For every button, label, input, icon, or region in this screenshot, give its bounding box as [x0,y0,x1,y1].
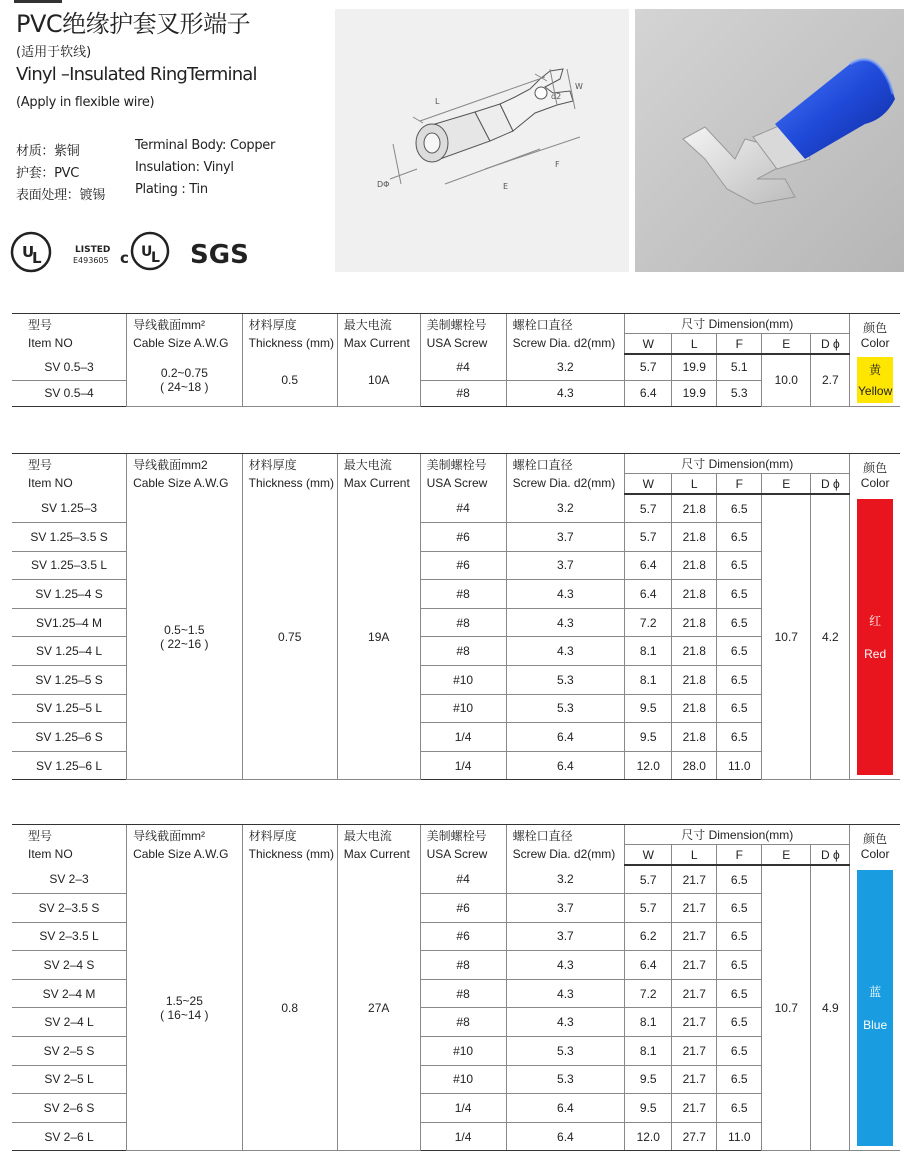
w-cell: 5.7 [625,523,672,552]
color-cell [850,494,900,780]
header-dia-cn: 螺栓口直径 [512,458,573,472]
color-cn: 黄 [869,363,882,378]
item-cell: SV 1.25–3.5 S [12,523,127,552]
header-screw-cn: 美制螺栓号 [426,829,487,843]
l-cell: 21.8 [672,580,717,609]
header-dia-en: Screw Dia. d2(mm) [512,336,616,350]
spec-table-yellow [12,313,900,407]
header-F: F [717,334,762,355]
color-cn: 蓝 [869,985,882,1000]
header-current-en: Max Current [343,847,410,861]
cable-awg: ( 22~16 ) [160,636,209,651]
l-cell: 21.7 [672,951,717,980]
header-item-cn: 型号 [28,458,53,472]
e-cell: 10.7 [762,494,811,780]
header-F: F [717,474,762,495]
svg-text:c: c [120,249,129,267]
cable-size: 0.5~1.5 [164,622,205,637]
header-color-cn: 颜色 [863,460,888,475]
l-cell: 21.7 [672,1094,717,1123]
dim-label-E: E [503,182,509,191]
dia-cell: 3.2 [506,494,625,523]
w-cell: 5.7 [625,865,672,894]
dia-cell: 3.7 [506,894,625,923]
dia-cell: 4.3 [506,380,625,406]
l-cell: 21.8 [672,637,717,666]
svg-text:E493605: E493605 [73,256,109,265]
item-cell: SV 2–5 S [12,1037,127,1066]
header-L: L [672,845,717,866]
header-dimension: 尺寸 Dimension(mm) [625,314,850,334]
f-cell: 11.0 [717,751,762,780]
screw-cell: #8 [420,1008,506,1037]
f-cell: 6.5 [717,580,762,609]
item-cell: SV 2–6 L [12,1122,127,1151]
f-cell: 6.5 [717,694,762,723]
screw-cell: #8 [420,979,506,1008]
screw-cell: #10 [420,694,506,723]
f-cell: 6.5 [717,979,762,1008]
thickness-cell: 0.8 [242,865,337,1151]
spec-body-cn: 材质：紫铜 [16,144,80,159]
color-cn: 红 [869,614,882,629]
dia-cell: 5.3 [506,1037,625,1066]
header-cable-cn: 导线截面mm² [133,318,206,332]
color-cell [850,354,900,406]
w-cell: 5.7 [625,894,672,923]
f-cell: 6.5 [717,723,762,752]
header-screw-cn: 美制螺栓号 [426,318,487,332]
dia-cell: 5.3 [506,666,625,695]
dia-cell: 5.3 [506,694,625,723]
item-cell: SV 1.25–4 L [12,637,127,666]
l-cell: 21.7 [672,894,717,923]
l-cell: 21.7 [672,1037,717,1066]
table-row-item: SV 0.5–4 [12,380,127,406]
item-cell: SV 2–4 M [12,979,127,1008]
dia-cell: 6.4 [506,1094,625,1123]
f-cell: 6.5 [717,551,762,580]
screw-cell: #8 [420,951,506,980]
dia-cell: 6.4 [506,723,625,752]
f-cell: 6.5 [717,894,762,923]
f-cell: 6.5 [717,865,762,894]
l-cell: 21.8 [672,494,717,523]
terminal-diagram [335,9,629,272]
dia-cell: 4.3 [506,637,625,666]
header-F: F [717,845,762,866]
w-cell: 8.1 [625,1008,672,1037]
terminal-photo [635,9,904,272]
w-cell: 7.2 [625,979,672,1008]
w-cell: 9.5 [625,1094,672,1123]
header-color-en: Color [860,475,890,490]
spec-insulation-en: Insulation: Vinyl [135,160,234,175]
dim-label-d2: d2 [551,92,562,101]
w-cell: 7.2 [625,608,672,637]
dia-cell: 6.4 [506,751,625,780]
screw-cell: #4 [420,354,506,380]
f-cell: 6.5 [717,1037,762,1066]
screw-cell: #6 [420,523,506,552]
header-dia-cn: 螺栓口直径 [512,318,573,332]
spec-body-en: Terminal Body: Copper [135,138,276,153]
item-cell: SV 2–3.5 S [12,894,127,923]
svg-text:U: U [141,244,153,260]
screw-cell: #8 [420,608,506,637]
d-cell: 2.7 [811,354,850,406]
cable-awg: ( 24~18 ) [160,379,209,394]
screw-cell: #8 [420,580,506,609]
header-E: E [762,845,811,866]
page-title: PVC绝缘护套叉形端子 [16,10,251,38]
w-cell: 5.7 [625,494,672,523]
current-cell: 19A [337,494,420,780]
item-cell: SV 1.25–3.5 L [12,551,127,580]
header-color-cn: 颜色 [863,831,888,846]
dim-label-D: DΦ [377,180,390,189]
header-W: W [625,845,672,866]
item-cell: SV 2–6 S [12,1094,127,1123]
w-cell: 8.1 [625,1037,672,1066]
screw-cell: #8 [420,637,506,666]
header-L: L [672,334,717,355]
cable-size-cell [127,865,243,1151]
dim-label-F: F [555,160,560,169]
l-cell: 21.8 [672,723,717,752]
l-cell: 19.9 [672,380,717,406]
w-cell: 8.1 [625,637,672,666]
item-cell: SV 2–3.5 L [12,922,127,951]
w-cell: 9.5 [625,723,672,752]
current-cell: 27A [337,865,420,1151]
item-cell: SV 1.25–3 [12,494,127,523]
f-cell: 5.3 [717,380,762,406]
header-current-en: Max Current [343,336,410,350]
header-L: L [672,474,717,495]
f-cell: 6.5 [717,666,762,695]
header-item-en: Item NO [28,847,73,861]
dia-cell: 3.2 [506,354,625,380]
f-cell: 6.5 [717,922,762,951]
table-row-item: SV 0.5–3 [12,354,127,380]
header-thickness-cn: 材料厚度 [248,829,297,843]
svg-text:U: U [22,243,35,261]
spec-plating-cn: 表面处理：镀锡 [16,188,105,203]
header-color-en: Color [860,335,890,350]
e-cell: 10.0 [762,354,811,406]
l-cell: 21.7 [672,865,717,894]
w-cell: 6.4 [625,580,672,609]
header-thickness-en: Thickness (mm) [248,847,334,861]
l-cell: 21.7 [672,1008,717,1037]
screw-cell: #10 [420,1037,506,1066]
header-cable-en: Cable Size A.W.G [133,847,229,861]
header-thickness-cn: 材料厚度 [248,318,297,332]
header-item-en: Item NO [28,336,73,350]
l-cell: 21.7 [672,1065,717,1094]
f-cell: 6.5 [717,608,762,637]
page-title-en: Vinyl –Insulated RingTerminal [16,64,257,85]
item-cell: SV 2–3 [12,865,127,894]
cable-awg: ( 16~14 ) [160,1007,209,1022]
dia-cell: 3.7 [506,922,625,951]
header-dimension: 尺寸 Dimension(mm) [625,454,850,474]
item-cell: SV 2–5 L [12,1065,127,1094]
thickness-cell: 0.5 [242,354,337,406]
cable-size: 1.5~25 [165,993,203,1008]
top-rule [14,0,62,3]
l-cell: 28.0 [672,751,717,780]
w-cell: 6.4 [625,551,672,580]
header-cable-cn: 导线截面mm² [133,829,206,843]
header-W: W [625,474,672,495]
spec-plating-en: Plating : Tin [135,182,208,197]
header-screw-en: USA Screw [426,336,488,350]
dia-cell: 3.7 [506,551,625,580]
screw-cell: 1/4 [420,1122,506,1151]
table-row [12,865,900,894]
l-cell: 21.8 [672,523,717,552]
dia-cell: 6.4 [506,1122,625,1151]
dia-cell: 4.3 [506,979,625,1008]
color-en: Red [864,647,887,662]
page-subtitle-cn: (适用于软线) [16,45,92,60]
header-E: E [762,334,811,355]
item-cell: SV 1.25–6 S [12,723,127,752]
f-cell: 6.5 [717,951,762,980]
item-cell: SV 1.25–5 S [12,666,127,695]
svg-text:L: L [32,249,42,267]
dim-label-W: W [575,82,583,91]
d-cell: 4.2 [811,494,850,780]
header-item-en: Item NO [28,476,73,490]
screw-cell: 1/4 [420,1094,506,1123]
dia-cell: 5.3 [506,1065,625,1094]
header-screw-cn: 美制螺栓号 [426,458,487,472]
cable-size: 0.2~0.75 [160,365,208,380]
thickness-cell: 0.75 [242,494,337,780]
dim-label-L: L [435,97,440,106]
color-swatch-blue [857,870,893,1146]
spec-table-blue [12,824,900,1151]
f-cell: 11.0 [717,1122,762,1151]
w-cell: 9.5 [625,694,672,723]
spec-insulation-cn: 护套：PVC [16,166,80,181]
item-cell: SV 2–4 L [12,1008,127,1037]
color-swatch-red [857,499,893,775]
header-D: D ϕ [811,474,850,495]
svg-text:L: L [151,250,160,266]
w-cell: 9.5 [625,1065,672,1094]
f-cell: 6.5 [717,637,762,666]
screw-cell: #6 [420,922,506,951]
svg-text:SGS: SGS [190,240,249,270]
item-cell: SV 1.25–6 L [12,751,127,780]
dia-cell: 3.2 [506,865,625,894]
header-cable-en: Cable Size A.W.G [133,476,229,490]
color-en: Blue [863,1018,888,1033]
header-D: D ϕ [811,334,850,355]
screw-cell: #8 [420,380,506,406]
cable-size-cell [127,494,243,780]
spec-table-red [12,453,900,780]
item-cell: SV 2–4 S [12,951,127,980]
screw-cell: 1/4 [420,723,506,752]
current-cell: 10A [337,354,420,406]
cable-size-cell [127,354,243,406]
header-current-cn: 最大电流 [343,318,392,332]
dia-cell: 4.3 [506,1008,625,1037]
header-current-en: Max Current [343,476,410,490]
f-cell: 6.5 [717,523,762,552]
screw-cell: #10 [420,1065,506,1094]
w-cell: 12.0 [625,1122,672,1151]
l-cell: 21.8 [672,608,717,637]
w-cell: 5.7 [625,354,672,380]
d-cell: 4.9 [811,865,850,1151]
screw-cell: #6 [420,551,506,580]
header-cable-cn: 导线截面mm2 [133,458,208,472]
header-thickness-en: Thickness (mm) [248,336,334,350]
screw-cell: #4 [420,865,506,894]
l-cell: 19.9 [672,354,717,380]
svg-text:LISTED: LISTED [75,245,111,255]
item-cell: SV1.25–4 M [12,608,127,637]
header-current-cn: 最大电流 [343,829,392,843]
l-cell: 21.7 [672,922,717,951]
w-cell: 6.4 [625,380,672,406]
f-cell: 6.5 [717,1065,762,1094]
f-cell: 6.5 [717,1008,762,1037]
certification-logos [10,230,250,276]
ul-logo [10,230,250,276]
header-screw-en: USA Screw [426,476,488,490]
header-cable-en: Cable Size A.W.G [133,336,229,350]
header-dia-en: Screw Dia. d2(mm) [512,476,616,490]
color-cell [850,865,900,1151]
l-cell: 21.8 [672,551,717,580]
header-thickness-en: Thickness (mm) [248,476,334,490]
dia-cell: 4.3 [506,580,625,609]
l-cell: 21.8 [672,694,717,723]
header-color-cn: 颜色 [863,320,888,335]
table-row [12,494,900,523]
header-item-cn: 型号 [28,829,53,843]
w-cell: 8.1 [625,666,672,695]
dia-cell: 4.3 [506,951,625,980]
header-item-cn: 型号 [28,318,53,332]
header-dimension: 尺寸 Dimension(mm) [625,825,850,845]
f-cell: 6.5 [717,494,762,523]
color-swatch-yellow [857,357,893,403]
screw-cell: #4 [420,494,506,523]
l-cell: 27.7 [672,1122,717,1151]
l-cell: 21.7 [672,979,717,1008]
item-cell: SV 1.25–4 S [12,580,127,609]
f-cell: 6.5 [717,1094,762,1123]
page-subtitle-en: (Apply in flexible wire) [16,95,155,110]
screw-cell: #6 [420,894,506,923]
header-dia-en: Screw Dia. d2(mm) [512,847,616,861]
w-cell: 12.0 [625,751,672,780]
header-D: D ϕ [811,845,850,866]
item-cell: SV 1.25–5 L [12,694,127,723]
header-screw-en: USA Screw [426,847,488,861]
header-dia-cn: 螺栓口直径 [512,829,573,843]
header-current-cn: 最大电流 [343,458,392,472]
header-W: W [625,334,672,355]
f-cell: 5.1 [717,354,762,380]
w-cell: 6.2 [625,922,672,951]
color-en: Yellow [858,384,893,399]
e-cell: 10.7 [762,865,811,1151]
screw-cell: #10 [420,666,506,695]
screw-cell: 1/4 [420,751,506,780]
header-color-en: Color [860,846,890,861]
header-thickness-cn: 材料厚度 [248,458,297,472]
l-cell: 21.8 [672,666,717,695]
dia-cell: 3.7 [506,523,625,552]
header-E: E [762,474,811,495]
w-cell: 6.4 [625,951,672,980]
dia-cell: 4.3 [506,608,625,637]
